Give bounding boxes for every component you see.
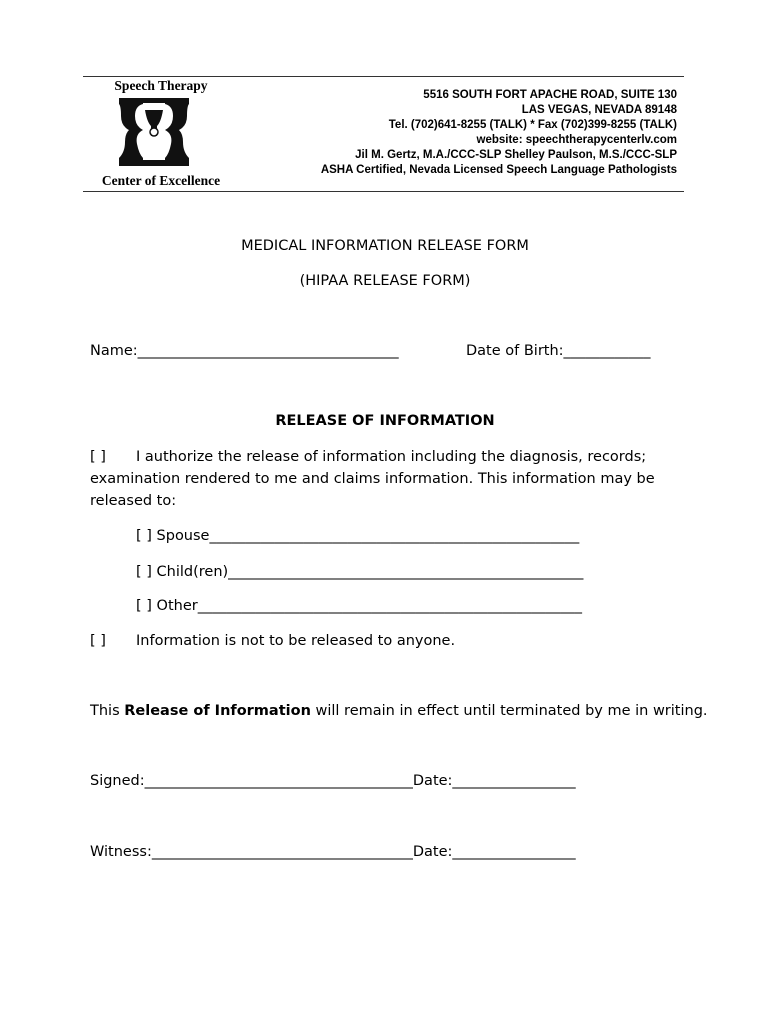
clinicians-line: Jil M. Gertz, M.A./CCC-SLP Shelley Paulson, M.S./CCC-SLP: [355, 149, 677, 161]
address-line-1: 5516 SOUTH FORT APACHE ROAD, SUITE 130: [423, 89, 677, 101]
not-released-text: Information is not to be released to anyone.: [136, 633, 456, 649]
logo-top-text: Speech Therapy: [114, 78, 208, 93]
address-line-2: LAS VEGAS, NEVADA 89148: [521, 104, 677, 116]
logo-bottom-text: Center of Excellence: [101, 173, 221, 188]
authorize-text-line-1: I authorize the release of information including the diagnosis, records;: [136, 449, 647, 465]
certification-line: ASHA Certified, Nevada Licensed Speech Language Pathologists: [320, 164, 677, 176]
section-heading: RELEASE OF INFORMATION: [275, 413, 495, 429]
signed-date-line[interactable]: Signed:_____________________________________Date:_________________: [90, 773, 576, 789]
logo-emblem: [113, 96, 195, 168]
spouse-option[interactable]: [ ] Spouse___________________________________________________: [136, 528, 580, 544]
authorize-text-line-3: released to:: [90, 493, 177, 509]
effect-text-before: This: [90, 703, 125, 719]
date-of-birth-field[interactable]: Date of Birth:____________: [466, 343, 651, 359]
header-bottom-rule: [83, 191, 684, 192]
effect-statement: [90, 703, 708, 719]
other-option[interactable]: [ ] Other_____________________________________________________: [136, 598, 582, 614]
children-option[interactable]: [ ] Child(ren)_________________________________________________: [136, 564, 584, 580]
form-subtitle: (HIPAA RELEASE FORM): [299, 273, 471, 289]
phone-fax-line: Tel. (702)641-8255 (TALK) * Fax (702)399-8255 (TALK): [388, 119, 677, 131]
form-title: MEDICAL INFORMATION RELEASE FORM: [241, 238, 529, 254]
name-field[interactable]: Name:____________________________________: [90, 343, 399, 359]
authorize-text-line-2: examination rendered to me and claims information. This information may be: [90, 471, 655, 487]
witness-date-line[interactable]: Witness:____________________________________Date:_________________: [90, 844, 576, 860]
header-top-rule: [83, 76, 684, 77]
website-line: website: speechtherapycenterlv.com: [476, 134, 677, 146]
effect-text-bold: Release of Information: [124, 703, 311, 719]
not-released-checkbox[interactable]: [ ]: [90, 633, 106, 649]
authorize-checkbox[interactable]: [ ]: [90, 449, 106, 465]
effect-text-after: will remain in effect until terminated by me in writing.: [310, 703, 708, 719]
